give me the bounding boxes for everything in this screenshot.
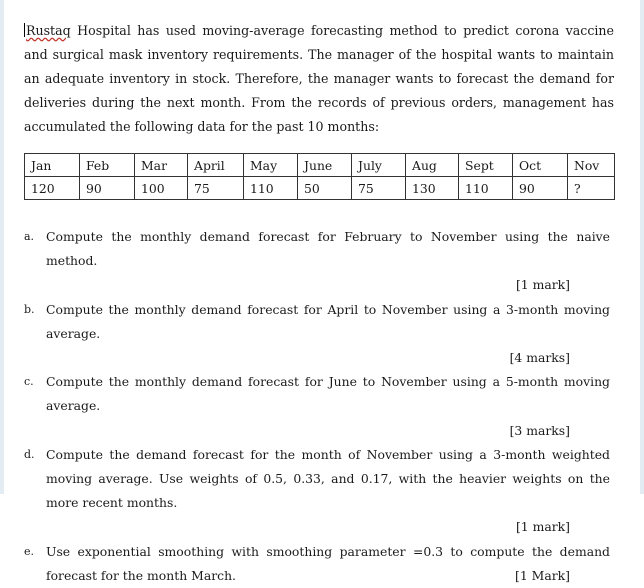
month-cell: Oct xyxy=(513,154,568,177)
text-cursor xyxy=(24,23,25,37)
question-marks: [1 mark] xyxy=(515,277,570,293)
question-text: Compute the monthly demand forecast for April to November using a 3-month moving average. xyxy=(46,301,610,341)
value-cell: 90 xyxy=(80,177,135,200)
intro-text: Hospital has used moving-average forecasting method to predict corona vaccine and surgical mask inventory requirements. The manager of the hospital wants to maintain an adequate inventory in stock. Therefore, the manager wants to forecast the demand for deliveries during the next month. From the records of previous orders, management has accumulated the following data for the past 10 months: xyxy=(24,22,614,135)
question-marks: [4 marks] xyxy=(509,350,570,366)
intro-first-word: Rustaq xyxy=(26,22,71,38)
question-marks: [1 Mark] xyxy=(515,567,570,583)
value-cell: 75 xyxy=(352,177,406,200)
question-c xyxy=(24,370,610,418)
question-letter: c. xyxy=(24,375,34,389)
months-row xyxy=(25,154,615,177)
question-text: Compute the demand forecast for the month of November using a 3-month weighted moving average. Use weights of 0.5, 0.33, and 0.17, with the heavier weights on the more recent months. xyxy=(46,446,610,511)
question-list xyxy=(24,225,610,588)
question-text: Use exponential smoothing with smoothing parameter =0.3 to compute the demand forecast for the month March. xyxy=(46,543,610,583)
question-letter: e. xyxy=(24,544,35,558)
value-cell: 100 xyxy=(135,177,188,200)
question-d xyxy=(24,443,610,516)
question-b xyxy=(24,298,610,346)
month-cell: Sept xyxy=(459,154,513,177)
question-a xyxy=(24,225,610,273)
question-text: Compute the monthly demand forecast for February to November using the naive method. xyxy=(46,229,610,269)
value-cell: 120 xyxy=(25,177,80,200)
value-cell: 90 xyxy=(513,177,568,200)
value-cell: 50 xyxy=(298,177,352,200)
month-cell: Jan xyxy=(25,154,80,177)
month-cell: April xyxy=(188,154,244,177)
question-letter: a. xyxy=(24,230,35,243)
question-text: Compute the monthly demand forecast for June to November using a 5-month moving average. xyxy=(46,374,610,414)
month-cell: June xyxy=(298,154,352,177)
question-marks: [3 marks] xyxy=(509,422,570,438)
month-cell: Aug xyxy=(406,154,459,177)
value-cell: 110 xyxy=(244,177,298,200)
intro-paragraph xyxy=(24,19,614,140)
value-cell: 75 xyxy=(188,177,244,200)
month-cell: Nov xyxy=(568,154,615,177)
month-cell: May xyxy=(244,154,298,177)
value-cell: 130 xyxy=(406,177,459,200)
month-cell: July xyxy=(352,154,406,177)
question-marks: [1 mark] xyxy=(515,519,570,535)
demand-table xyxy=(24,153,615,200)
month-cell: Mar xyxy=(135,154,188,177)
value-cell: ? xyxy=(568,177,615,200)
values-row xyxy=(25,177,615,200)
page-left-edge xyxy=(0,0,4,494)
question-letter: d. xyxy=(24,447,35,461)
page-right-edge xyxy=(640,0,644,494)
month-cell: Feb xyxy=(80,154,135,177)
question-letter: b. xyxy=(24,302,35,316)
value-cell: 110 xyxy=(459,177,513,200)
